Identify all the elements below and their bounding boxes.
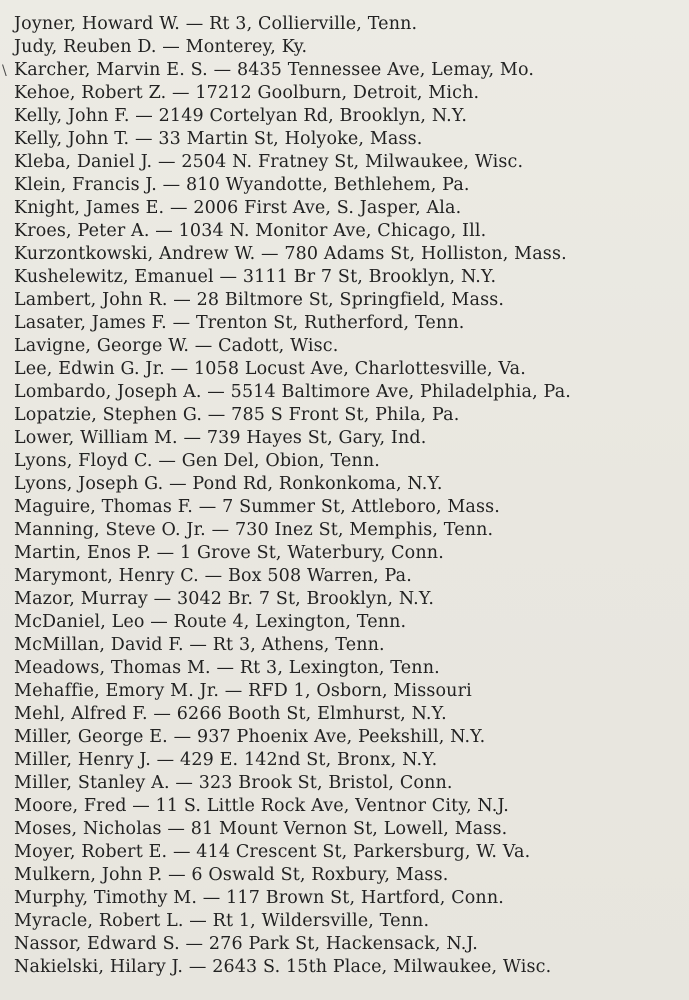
roster-entry: Miller, Stanley A. — 323 Brook St, Bristol, Conn. <box>14 773 453 793</box>
roster-entry: Kushelewitz, Emanuel — 3111 Br 7 St, Brooklyn, N.Y. <box>14 267 497 287</box>
roster-entry: Lombardo, Joseph A. — 5514 Baltimore Ave, Philadelphia, Pa. <box>14 382 571 402</box>
roster-entry: Moyer, Robert E. — 414 Crescent St, Parkersburg, W. Va. <box>14 842 531 862</box>
roster-entry: Mehaffie, Emory M. Jr. — RFD 1, Osborn, Missouri <box>14 681 472 701</box>
roster-entry: Klein, Francis J. — 810 Wyandotte, Bethlehem, Pa. <box>14 175 470 195</box>
roster-entry: Martin, Enos P. — 1 Grove St, Waterbury, Conn. <box>14 543 444 563</box>
roster-entry: Lyons, Floyd C. — Gen Del, Obion, Tenn. <box>14 451 380 471</box>
roster-entry: Kelly, John F. — 2149 Cortelyan Rd, Brooklyn, N.Y. <box>14 106 468 126</box>
roster-entry: Mehl, Alfred F. — 6266 Booth St, Elmhurst, N.Y. <box>14 704 447 724</box>
roster-entry: Maguire, Thomas F. — 7 Summer St, Attleboro, Mass. <box>14 497 500 517</box>
roster-entry: Myracle, Robert L. — Rt 1, Wildersville, Tenn. <box>14 911 430 931</box>
roster-entry: Lyons, Joseph G. — Pond Rd, Ronkonkoma, N.Y. <box>14 474 443 494</box>
roster-entry: Moore, Fred — 11 S. Little Rock Ave, Ventnor City, N.J. <box>14 796 509 816</box>
roster-entry: Lasater, James F. — Trenton St, Rutherford, Tenn. <box>14 313 465 333</box>
roster-entry: McDaniel, Leo — Route 4, Lexington, Tenn. <box>14 612 407 632</box>
roster-entry: Kelly, John T. — 33 Martin St, Holyoke, Mass. <box>14 129 423 149</box>
roster-entry: Lopatzie, Stephen G. — 785 S Front St, Phila, Pa. <box>14 405 460 425</box>
roster-entry: Judy, Reuben D. — Monterey, Ky. <box>14 37 308 57</box>
roster-entry: Nakielski, Hilary J. — 2643 S. 15th Place, Milwaukee, Wisc. <box>14 957 552 977</box>
roster-entry: Nassor, Edward S. — 276 Park St, Hackensack, N.J. <box>14 934 478 954</box>
roster-entry: Kehoe, Robert Z. — 17212 Goolburn, Detroit, Mich. <box>14 83 480 103</box>
name-address-list <box>14 13 571 979</box>
roster-entry: Knight, James E. — 2006 First Ave, S. Jasper, Ala. <box>14 198 462 218</box>
roster-entry: Lower, William M. — 739 Hayes St, Gary, Ind. <box>14 428 427 448</box>
roster-entry: Lavigne, George W. — Cadott, Wisc. <box>14 336 339 356</box>
roster-entry: Karcher, Marvin E. S. — 8435 Tennessee Ave, Lemay, Mo. <box>14 60 535 80</box>
roster-entry: Kurzontkowski, Andrew W. — 780 Adams St, Holliston, Mass. <box>14 244 567 264</box>
roster-entry: McMillan, David F. — Rt 3, Athens, Tenn. <box>14 635 385 655</box>
roster-entry: Miller, Henry J. — 429 E. 142nd St, Bronx, N.Y. <box>14 750 438 770</box>
roster-entry: Mazor, Murray — 3042 Br. 7 St, Brooklyn, N.Y. <box>14 589 435 609</box>
roster-entry: Moses, Nicholas — 81 Mount Vernon St, Lowell, Mass. <box>14 819 508 839</box>
roster-entry: Murphy, Timothy M. — 117 Brown St, Hartford, Conn. <box>14 888 504 908</box>
roster-entry: Lee, Edwin G. Jr. — 1058 Locust Ave, Charlottesville, Va. <box>14 359 526 379</box>
roster-entry: Kroes, Peter A. — 1034 N. Monitor Ave, Chicago, Ill. <box>14 221 487 241</box>
roster-entry: Joyner, Howard W. — Rt 3, Collierville, Tenn. <box>14 14 418 34</box>
roster-entry: Lambert, John R. — 28 Biltmore St, Springfield, Mass. <box>14 290 505 310</box>
roster-entry: Kleba, Daniel J. — 2504 N. Fratney St, Milwaukee, Wisc. <box>14 152 524 172</box>
roster-entry: Manning, Steve O. Jr. — 730 Inez St, Memphis, Tenn. <box>14 520 494 540</box>
roster-entry: Meadows, Thomas M. — Rt 3, Lexington, Tenn. <box>14 658 440 678</box>
margin-check-mark: \ <box>2 63 7 79</box>
roster-entry: Miller, George E. — 937 Phoenix Ave, Peekshill, N.Y. <box>14 727 486 747</box>
roster-entry: Marymont, Henry C. — Box 508 Warren, Pa. <box>14 566 412 586</box>
roster-entry: Mulkern, John P. — 6 Oswald St, Roxbury, Mass. <box>14 865 449 885</box>
